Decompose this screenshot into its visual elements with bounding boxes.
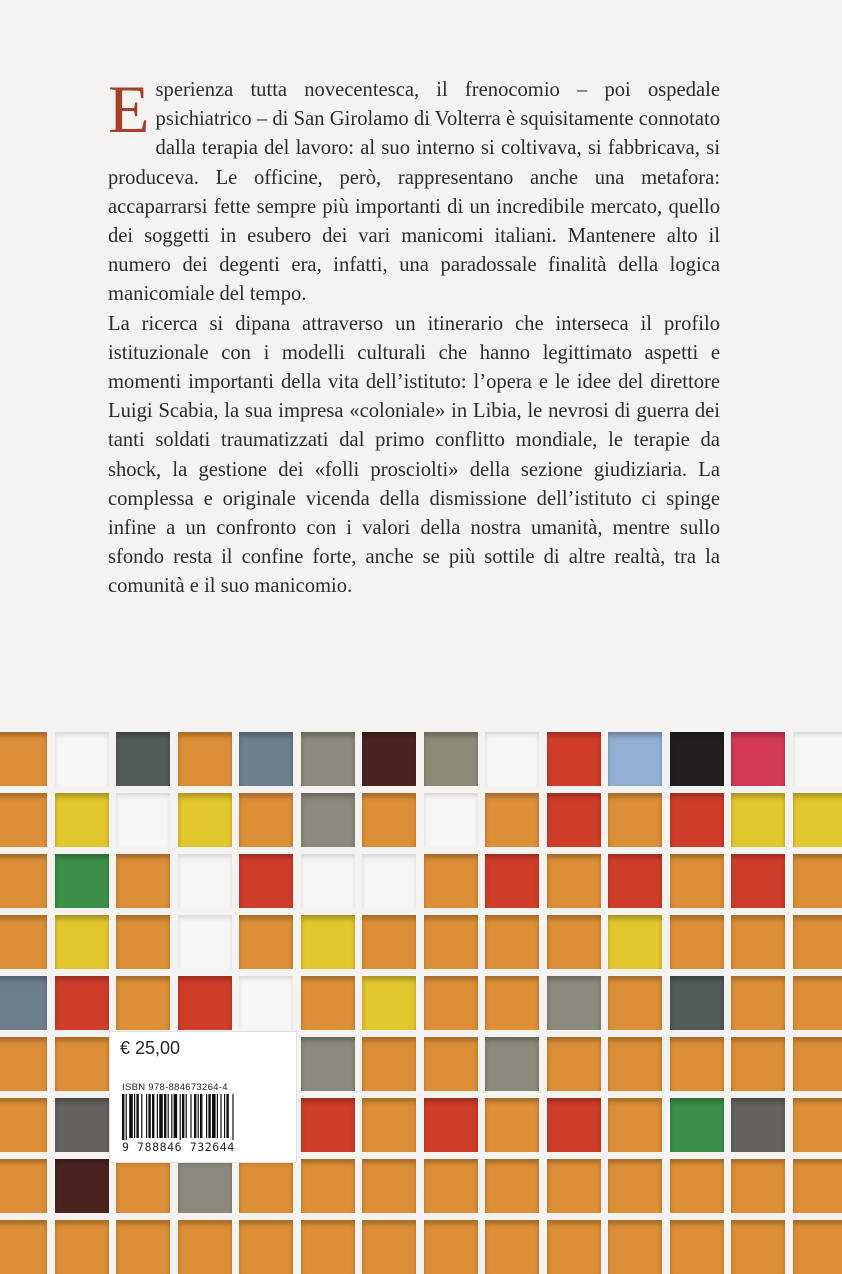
color-tile — [793, 732, 842, 786]
color-tile — [547, 1159, 601, 1213]
color-tile — [55, 1159, 109, 1213]
color-tile — [670, 854, 724, 908]
color-tile — [793, 854, 842, 908]
color-tile — [485, 854, 539, 908]
color-tile — [301, 793, 355, 847]
color-tile — [362, 793, 416, 847]
color-tile — [0, 1037, 47, 1091]
color-tile — [55, 732, 109, 786]
color-tile — [116, 793, 170, 847]
color-tile — [116, 976, 170, 1030]
color-tile — [670, 1098, 724, 1152]
color-tile — [424, 732, 478, 786]
drop-cap: E — [108, 80, 150, 136]
color-tile — [55, 793, 109, 847]
color-tile — [670, 1037, 724, 1091]
color-tile — [116, 1220, 170, 1274]
color-tile — [301, 854, 355, 908]
color-tile — [0, 1220, 47, 1274]
color-tile — [547, 1220, 601, 1274]
color-tile — [731, 732, 785, 786]
color-tile — [239, 1220, 293, 1274]
color-tile — [608, 793, 662, 847]
color-tile — [608, 1220, 662, 1274]
color-tile — [608, 915, 662, 969]
color-tile — [0, 793, 47, 847]
color-tile — [55, 1037, 109, 1091]
color-tile — [424, 793, 478, 847]
color-tile — [301, 1037, 355, 1091]
color-tile — [424, 1098, 478, 1152]
color-tile — [731, 915, 785, 969]
color-tile — [301, 1220, 355, 1274]
color-tile — [547, 793, 601, 847]
color-tile — [0, 976, 47, 1030]
color-tile — [362, 1037, 416, 1091]
color-tile — [670, 1220, 724, 1274]
isbn-text: ISBN 978-884673264-4 — [122, 1082, 228, 1093]
color-tile — [0, 854, 47, 908]
color-tile — [178, 732, 232, 786]
color-tile — [731, 1220, 785, 1274]
color-tile — [424, 1159, 478, 1213]
color-tile — [301, 732, 355, 786]
color-tile — [485, 1220, 539, 1274]
blurb-paragraph-1-text: sperienza tutta novecentesca, il frenocomio – poi ospedale psichiatrico – di San Girolamo di Volterra è squisitamente connotato dalla terapia del lavoro: al suo interno si coltivava, si fabbricava, si produceva. Le officine, però, rappresentano anche una metafora: accaparrarsi fette sempre più importanti di un incredibile mercato, quello dei soggetti in esubero dei vari manicomi italiani. Mantenere alto il numero dei degenti era, infatti, una paradossale finalità della logica manicomiale del tempo. — [108, 79, 720, 305]
color-tile — [239, 793, 293, 847]
color-tile — [178, 1159, 232, 1213]
color-tile — [239, 1159, 293, 1213]
color-tile — [116, 732, 170, 786]
color-tile — [731, 976, 785, 1030]
color-tile — [301, 976, 355, 1030]
color-tile — [608, 732, 662, 786]
color-tile — [362, 1159, 416, 1213]
color-tile — [178, 1220, 232, 1274]
color-tile — [485, 1098, 539, 1152]
blurb-paragraph-2: La ricerca si dipana attraverso un itinerario che interseca il profilo istituzionale con i modelli culturali che hanno legittimato aspetti e momenti importanti della vita dell’istituto: l’opera e le idee del direttore Luigi Scabia, la sua impresa «coloniale» in Libia, le nevrosi di guerra dei tanti soldati traumatizzati dal primo conflitto mondiale, le terapie da shock, la gestione dei «folli prosciolti» della sezione giudiziaria. La complessa e originale vicenda della dismissione dell’istituto ci spinge infine a un confronto con i valori della nostra umanità, mentre sullo sfondo resta il confine forte, anche se più sottile di altre realtà, tra la comunità e il suo manicomio. — [108, 310, 720, 602]
color-tile — [608, 1159, 662, 1213]
barcode-label — [110, 1032, 296, 1162]
color-tile — [0, 1159, 47, 1213]
color-tile — [608, 1037, 662, 1091]
color-tile — [731, 854, 785, 908]
color-tile — [670, 976, 724, 1030]
color-tile — [362, 915, 416, 969]
color-tile — [239, 976, 293, 1030]
color-tile — [731, 793, 785, 847]
color-tile — [301, 1098, 355, 1152]
color-tile — [547, 1037, 601, 1091]
color-tile — [793, 1037, 842, 1091]
color-tile — [362, 732, 416, 786]
color-tile — [178, 793, 232, 847]
color-tile — [362, 1098, 416, 1152]
ean-digits: 9 788846 732644 — [122, 1140, 292, 1154]
color-tile — [239, 732, 293, 786]
color-tile — [301, 915, 355, 969]
color-tile — [670, 1159, 724, 1213]
color-tile — [608, 976, 662, 1030]
color-tile — [793, 793, 842, 847]
color-tile — [362, 976, 416, 1030]
color-tile — [485, 976, 539, 1030]
color-tile — [547, 854, 601, 908]
color-tile — [116, 915, 170, 969]
color-tile — [793, 1220, 842, 1274]
color-tile — [239, 854, 293, 908]
color-tile — [116, 1159, 170, 1213]
color-tile-grid — [0, 724, 842, 1262]
color-tile — [793, 1159, 842, 1213]
color-tile — [0, 732, 47, 786]
color-tile — [793, 915, 842, 969]
color-tile — [116, 854, 170, 908]
color-tile — [424, 1037, 478, 1091]
color-tile — [547, 976, 601, 1030]
color-tile — [485, 732, 539, 786]
color-tile — [362, 854, 416, 908]
color-tile — [670, 793, 724, 847]
blurb-text — [108, 76, 720, 602]
color-tile — [55, 854, 109, 908]
color-tile — [424, 915, 478, 969]
color-tile — [178, 976, 232, 1030]
color-tile — [670, 732, 724, 786]
color-tile — [547, 1098, 601, 1152]
color-tile — [793, 976, 842, 1030]
color-tile — [731, 1037, 785, 1091]
color-tile — [178, 915, 232, 969]
color-tile — [731, 1159, 785, 1213]
color-tile — [485, 1159, 539, 1213]
color-tile — [670, 915, 724, 969]
color-tile — [55, 1098, 109, 1152]
color-tile — [731, 1098, 785, 1152]
color-tile — [547, 732, 601, 786]
price: € 25,00 — [120, 1038, 180, 1059]
color-tile — [424, 854, 478, 908]
blurb-paragraph-1 — [108, 76, 720, 310]
color-tile — [178, 854, 232, 908]
color-tile — [0, 915, 47, 969]
color-tile — [424, 1220, 478, 1274]
color-tile — [55, 1220, 109, 1274]
color-tile — [0, 1098, 47, 1152]
color-tile — [547, 915, 601, 969]
color-tile — [362, 1220, 416, 1274]
color-tile — [55, 976, 109, 1030]
color-tile — [485, 793, 539, 847]
color-tile — [608, 854, 662, 908]
color-tile — [239, 915, 293, 969]
color-tile — [485, 1037, 539, 1091]
color-tile — [424, 976, 478, 1030]
color-tile — [301, 1159, 355, 1213]
color-tile — [55, 915, 109, 969]
color-tile — [793, 1098, 842, 1152]
color-tile — [608, 1098, 662, 1152]
color-tile — [485, 915, 539, 969]
